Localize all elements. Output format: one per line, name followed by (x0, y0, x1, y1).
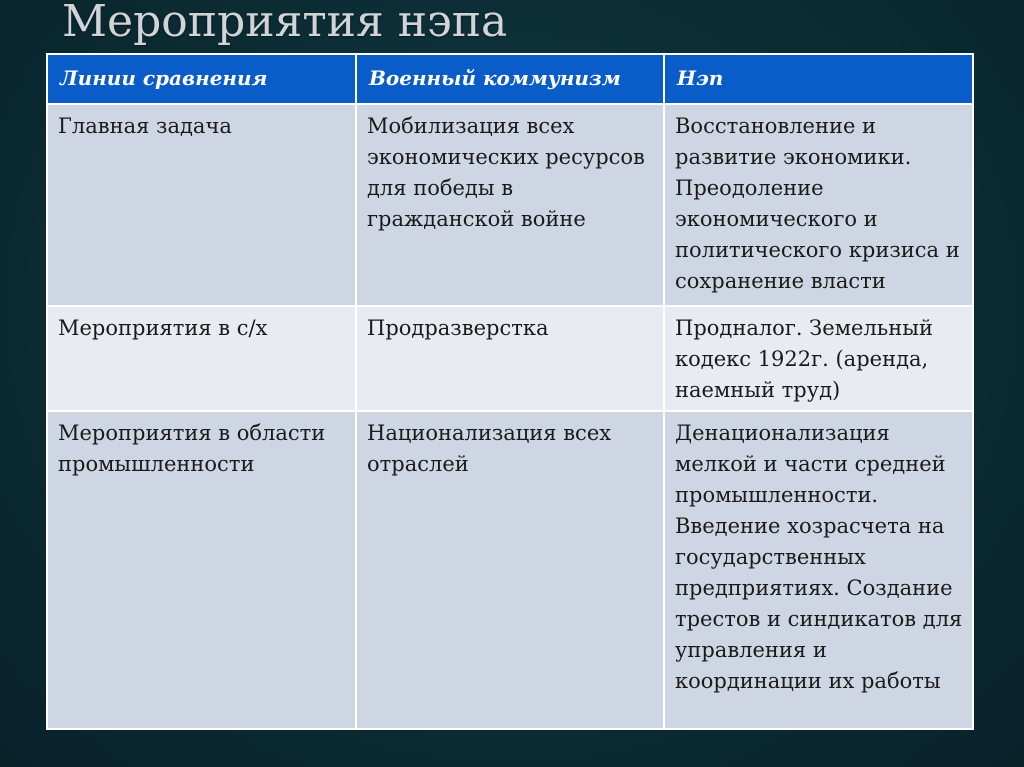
cell-nep: Продналог. Земельный кодекс 1922г. (аренда, наемный труд) (664, 306, 973, 411)
cell-line: Мероприятия в с/х (47, 306, 356, 411)
header-war-communism: Военный коммунизм (356, 54, 664, 104)
table-header-row (47, 54, 973, 104)
table-row (47, 104, 973, 306)
header-nep: Нэп (664, 54, 973, 104)
cell-nep: Восстановление и развитие экономики. Преодоление экономического и политического кризиса и сохранение власти (664, 104, 973, 306)
cell-nep: Денационализация мелкой и части средней промышленности. Введение хозрасчета на государственных предприятиях. Создание трестов и синдикатов для управления и координации их работы (664, 411, 973, 729)
slide-title: Мероприятия нэпа (62, 0, 508, 47)
comparison-table (46, 53, 974, 730)
cell-line: Мероприятия в области промышленности (47, 411, 356, 729)
cell-war-communism: Мобилизация всех экономических ресурсов для победы в гражданской войне (356, 104, 664, 306)
header-comparison-lines: Линии сравнения (47, 54, 356, 104)
cell-war-communism: Продразверстка (356, 306, 664, 411)
table-row (47, 411, 973, 729)
cell-war-communism: Национализация всех отраслей (356, 411, 664, 729)
cell-line: Главная задача (47, 104, 356, 306)
table-row (47, 306, 973, 411)
